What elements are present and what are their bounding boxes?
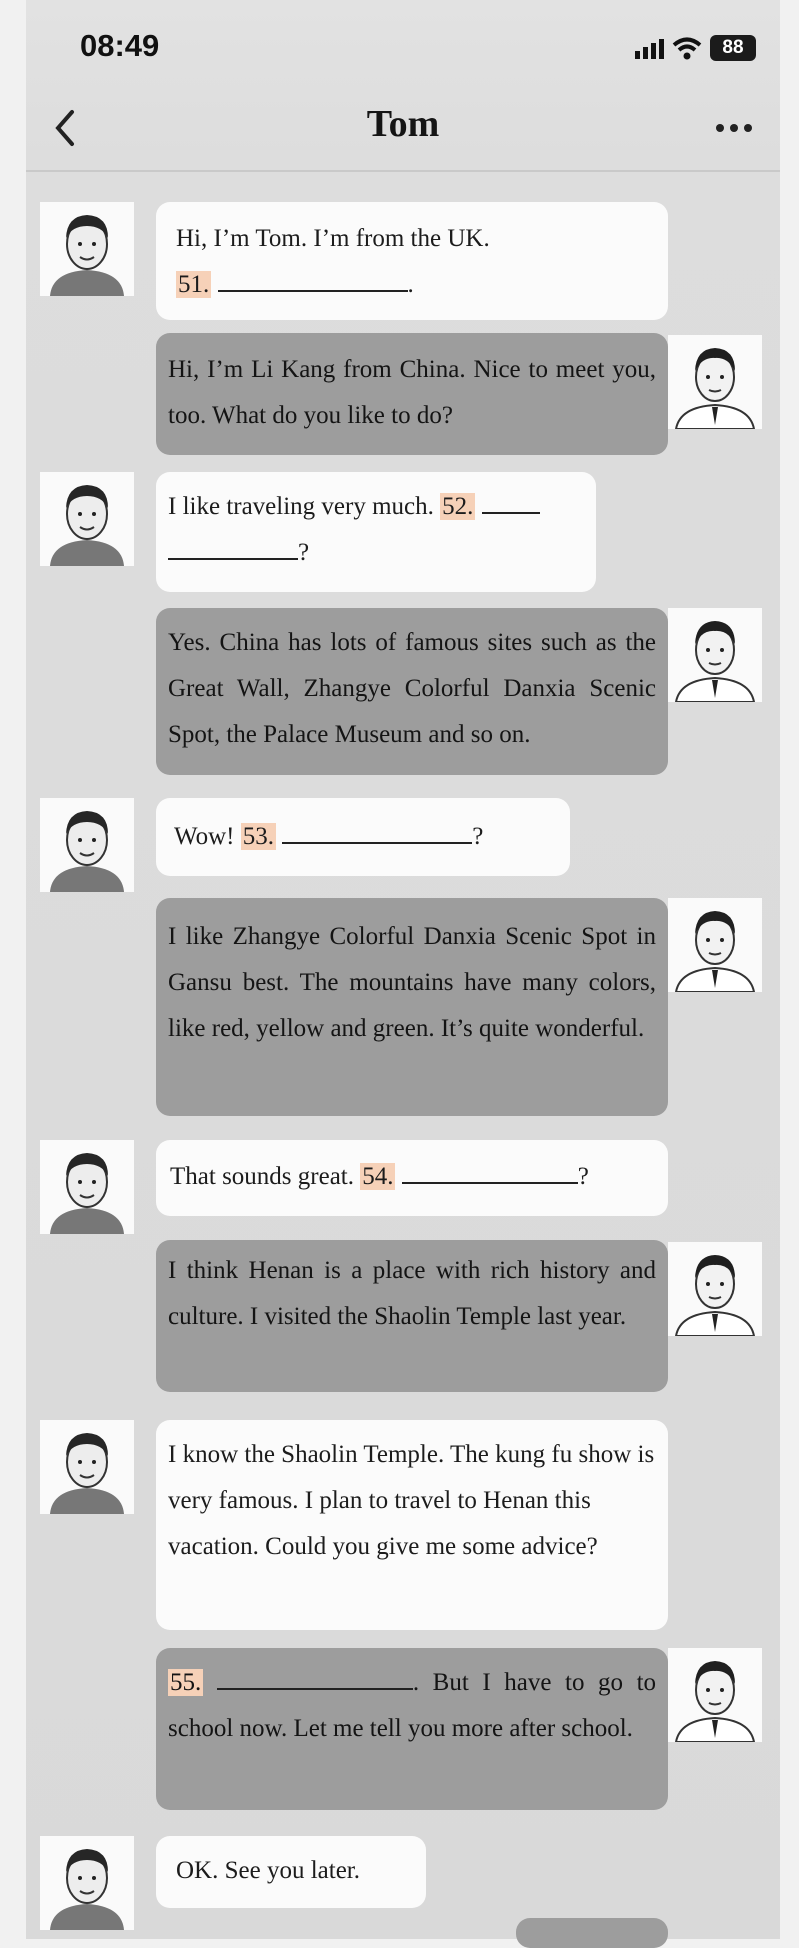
boy-avatar-icon bbox=[40, 798, 134, 892]
message-text: Yes. China has lots of famous sites such as the Great Wall, Zhangye Colorful Danxia Scenic Spot, the Palace Museum and so on. bbox=[168, 629, 656, 748]
boy-avatar-icon bbox=[40, 1420, 134, 1514]
boy-uniform-avatar-icon bbox=[668, 335, 762, 429]
boy-uniform-avatar-icon bbox=[668, 608, 762, 702]
avatar-tom bbox=[40, 1420, 134, 1514]
message-text: That sounds great. bbox=[170, 1163, 354, 1190]
message-text: I like Zhangye Colorful Danxia Scenic Spot in Gansu best. The mountains have many colors, like red, yellow and green. It’s quite wonderful. bbox=[168, 923, 656, 1042]
avatar-li bbox=[668, 898, 762, 992]
message-text: Hi, I’m Tom. I’m from the UK. bbox=[176, 225, 490, 252]
boy-avatar-icon bbox=[40, 202, 134, 296]
message-bubble-li bbox=[156, 1240, 668, 1392]
message-text: I think Henan is a place with rich history and culture. I visited the Shaolin Temple last year. bbox=[168, 1257, 656, 1330]
boy-uniform-avatar-icon bbox=[668, 1648, 762, 1742]
message-text: But I have to go to school now. Let me tell you more after school. bbox=[168, 1669, 657, 1742]
answer-blank[interactable] bbox=[218, 266, 408, 292]
avatar-li bbox=[668, 1242, 762, 1336]
status-icons bbox=[635, 34, 756, 62]
boy-uniform-avatar-icon bbox=[668, 1242, 762, 1336]
message-text: I know the Shaolin Temple. The kung fu show is very famous. I plan to travel to Henan this vacation. Could you give me some advice? bbox=[168, 1441, 655, 1560]
answer-blank[interactable] bbox=[402, 1158, 578, 1184]
chat-title: Tom bbox=[366, 103, 440, 145]
chat-screen bbox=[26, 0, 780, 1939]
message-bubble-tom: Hi, I’m Tom. I’m from the UK. 51. . bbox=[156, 202, 668, 320]
answer-blank[interactable] bbox=[482, 488, 540, 514]
message-bubble-li: 55. . But I have to go to school now. Let me tell you more after school. bbox=[156, 1648, 668, 1810]
message-text: Wow! bbox=[174, 823, 235, 850]
message-text: I like traveling very much. bbox=[168, 493, 434, 520]
avatar-tom bbox=[40, 798, 134, 892]
answer-blank[interactable] bbox=[282, 818, 472, 844]
wifi-icon bbox=[672, 36, 702, 60]
question-number: 54. bbox=[362, 1163, 394, 1190]
avatar-tom bbox=[40, 472, 134, 566]
boy-avatar-icon bbox=[40, 1140, 134, 1234]
answer-blank-cont bbox=[168, 534, 298, 560]
status-bar bbox=[26, 0, 780, 88]
battery-icon: 88 bbox=[710, 35, 756, 61]
message-bubble-tom bbox=[156, 1420, 668, 1630]
question-number: 55. bbox=[170, 1669, 202, 1696]
boy-avatar-icon bbox=[40, 472, 134, 566]
answer-blank[interactable] bbox=[217, 1664, 413, 1690]
nav-bar bbox=[26, 88, 780, 172]
question-number: 51. bbox=[178, 271, 210, 298]
avatar-li bbox=[668, 608, 762, 702]
avatar-tom bbox=[40, 202, 134, 296]
message-bubble-li-partial bbox=[516, 1918, 668, 1948]
message-bubble-tom: I like traveling very much. 52. ? bbox=[156, 472, 596, 592]
message-bubble-tom bbox=[156, 1836, 426, 1908]
boy-uniform-avatar-icon bbox=[668, 898, 762, 992]
avatar-tom bbox=[40, 1140, 134, 1234]
avatar-li bbox=[668, 1648, 762, 1742]
more-icon[interactable] bbox=[714, 118, 754, 138]
message-bubble-li bbox=[156, 608, 668, 775]
message-bubble-tom: That sounds great. 54. ? bbox=[156, 1140, 668, 1216]
message-bubble-li bbox=[156, 333, 668, 455]
boy-avatar-icon bbox=[40, 1836, 134, 1930]
avatar-tom bbox=[40, 1836, 134, 1930]
message-bubble-tom: Wow! 53. ? bbox=[156, 798, 570, 876]
message-text: OK. See you later. bbox=[176, 1857, 360, 1884]
message-bubble-li bbox=[156, 898, 668, 1116]
status-time: 08:49 bbox=[80, 28, 160, 63]
signal-icon bbox=[635, 37, 664, 59]
avatar-li bbox=[668, 335, 762, 429]
question-number: 53. bbox=[242, 823, 274, 850]
question-number: 52. bbox=[442, 493, 474, 520]
message-text: Hi, I’m Li Kang from China. Nice to meet you, too. What do you like to do? bbox=[168, 356, 656, 429]
